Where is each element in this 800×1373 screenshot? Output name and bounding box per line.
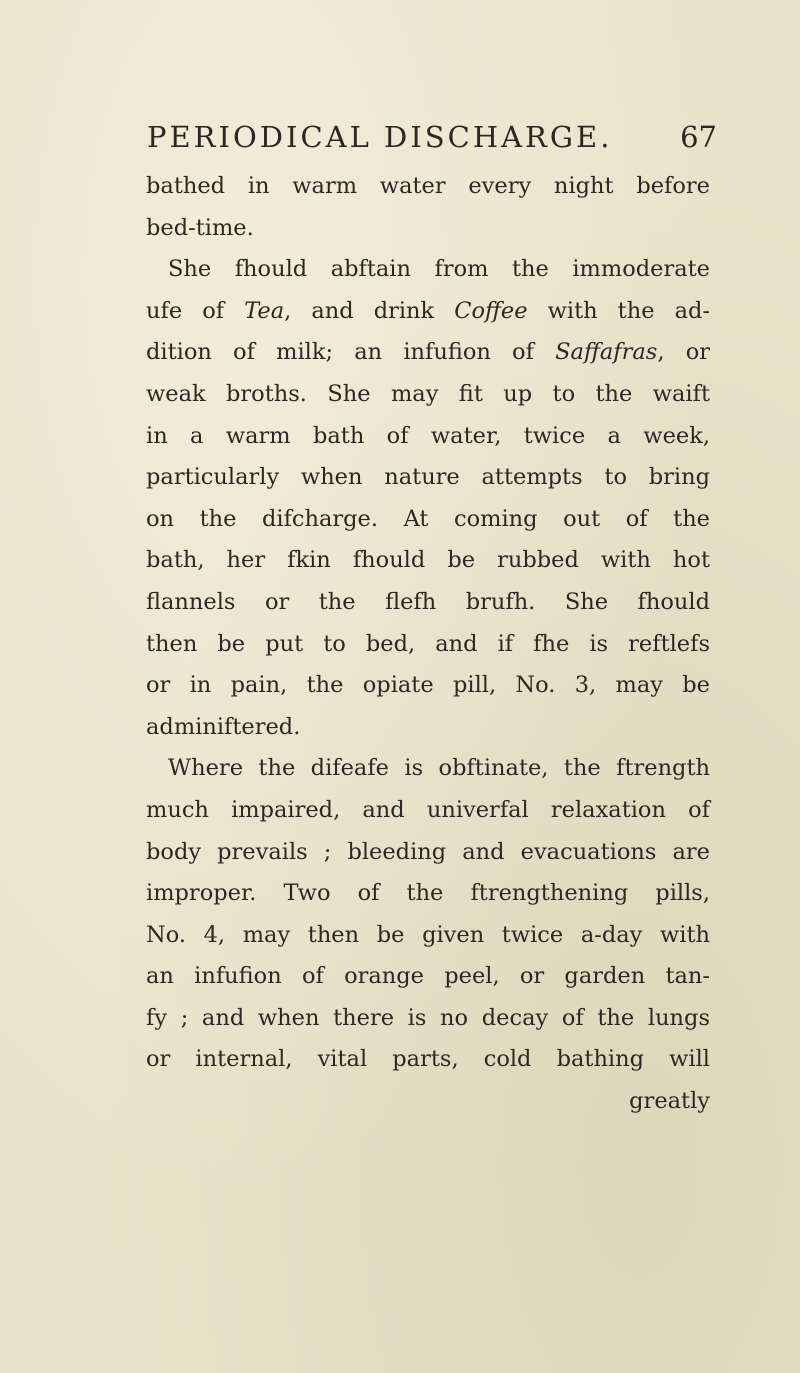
line-4-text-c: with the ad- bbox=[527, 297, 710, 324]
text-line-21 bbox=[146, 998, 710, 1040]
italic-word-tea: Tea bbox=[244, 297, 285, 324]
text-line-8 bbox=[146, 457, 710, 499]
line-4-text-b: , and drink bbox=[284, 297, 455, 324]
text-line-14 bbox=[146, 707, 710, 749]
text-line-7 bbox=[146, 416, 710, 458]
line-14-text: adminiftered. bbox=[146, 713, 301, 740]
body-text bbox=[146, 166, 710, 1123]
line-6-text: weak broths. She may fit up to the waift bbox=[146, 380, 710, 407]
text-line-18 bbox=[146, 873, 710, 915]
text-line-22 bbox=[146, 1039, 710, 1081]
line-16-text: much impaired, and univerfal relaxation of bbox=[146, 796, 710, 823]
line-20-text: an infufion of orange peel, or garden tan- bbox=[146, 963, 710, 990]
text-line-3 bbox=[146, 249, 710, 291]
line-18-text: improper. Two of the ftrengthening pills, bbox=[146, 880, 710, 907]
running-head-title: PERIODICAL DISCHARGE. bbox=[147, 120, 613, 154]
line-5-text-b: , or bbox=[657, 339, 710, 366]
text-line-15 bbox=[146, 748, 710, 790]
text-line-6 bbox=[146, 374, 710, 416]
text-line-19 bbox=[146, 915, 710, 957]
line-9-text: on the difcharge. At coming out of the bbox=[146, 505, 710, 532]
line-1-text: bathed in warm water every night before bbox=[146, 173, 710, 199]
italic-word-saffafras: Saffafras bbox=[555, 339, 658, 366]
text-line-13 bbox=[146, 665, 710, 707]
line-22-text: or internal, vital parts, cold bathing will bbox=[146, 1046, 710, 1073]
line-10-text: bath, her fkin fhould be rubbed with hot bbox=[146, 547, 710, 574]
text-line-5 bbox=[146, 332, 710, 374]
text-line-20 bbox=[146, 956, 710, 998]
text-line-1 bbox=[146, 166, 710, 208]
text-line-9 bbox=[146, 499, 710, 541]
text-line-4 bbox=[146, 291, 710, 333]
text-line-16 bbox=[146, 790, 710, 832]
line-8-text: particularly when nature attempts to bring bbox=[146, 464, 710, 491]
catchword: greatly bbox=[629, 1088, 710, 1115]
line-12-text: then be put to bed, and if fhe is reftlefs bbox=[146, 630, 710, 657]
text-line-12 bbox=[146, 624, 710, 666]
text-line-10 bbox=[146, 540, 710, 582]
line-15-text: Where the difeafe is obftinate, the ftrength bbox=[168, 755, 710, 782]
line-11-text: flannels or the flefh brufh. She fhould bbox=[146, 588, 710, 615]
line-5-text-a: dition of milk; an infufion of bbox=[146, 339, 556, 366]
line-21-text: fy ; and when there is no decay of the lungs bbox=[146, 1004, 710, 1031]
text-line-17 bbox=[146, 832, 710, 874]
line-13-text: or in pain, the opiate pill, No. 3, may be bbox=[146, 672, 710, 699]
catchword-line bbox=[146, 1081, 710, 1123]
line-17-text: body prevails ; bleeding and evacuations are bbox=[146, 838, 710, 865]
line-4-text-a: ufe of bbox=[146, 297, 245, 324]
text-line-2 bbox=[146, 208, 710, 250]
running-head bbox=[147, 120, 717, 160]
line-3-text: She fhould abftain from the immoderate bbox=[168, 256, 710, 283]
line-2-text: bed-time. bbox=[146, 214, 254, 241]
page-number: 67 bbox=[680, 120, 717, 154]
line-19-text: No. 4, may then be given twice a-day with bbox=[146, 921, 710, 948]
text-line-11 bbox=[146, 582, 710, 624]
line-7-text: in a warm bath of water, twice a week, bbox=[146, 422, 710, 449]
italic-word-coffee: Coffee bbox=[454, 297, 528, 324]
